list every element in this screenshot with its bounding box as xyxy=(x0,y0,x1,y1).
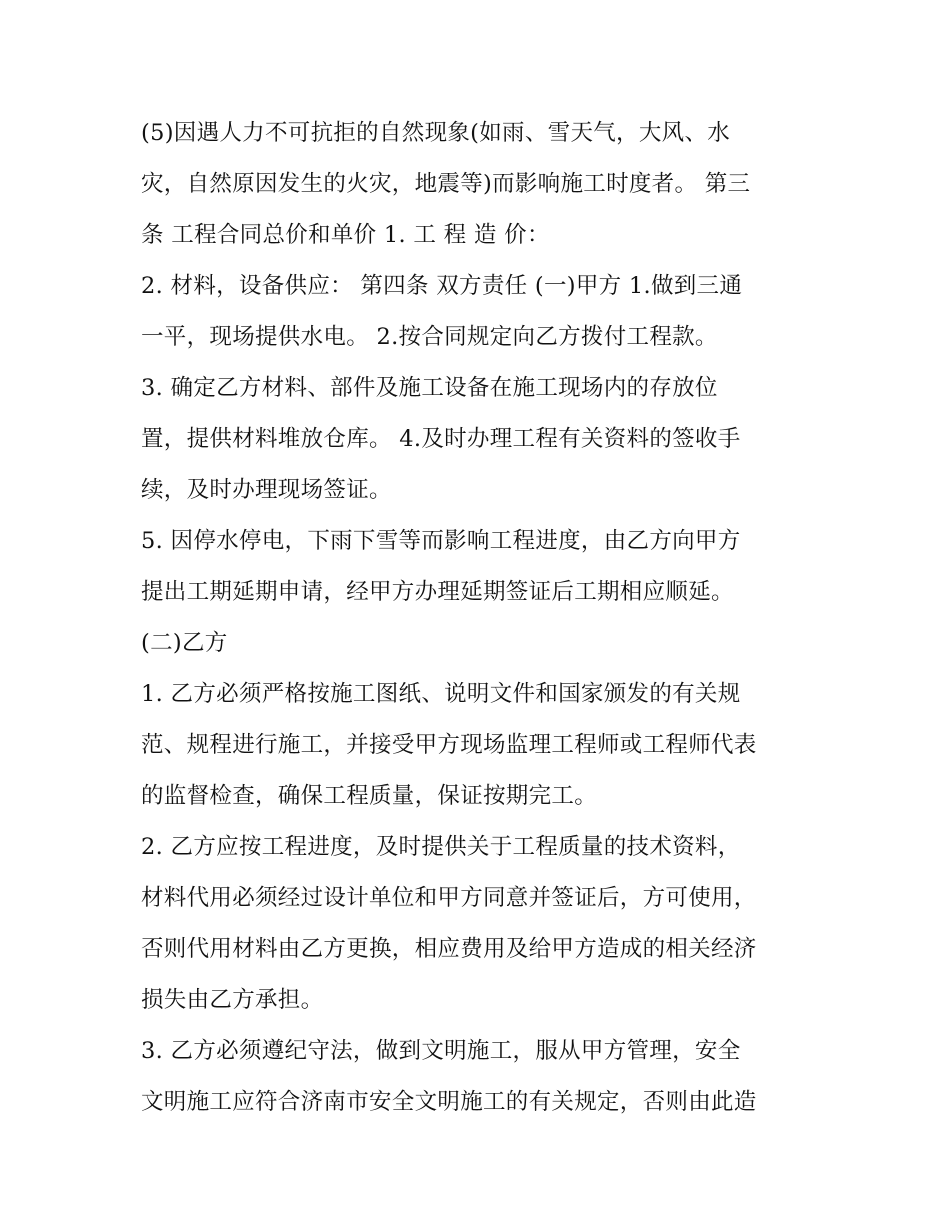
section-heading: (二)乙方 xyxy=(141,630,228,656)
text-line: 3. 乙方必须遵纪守法，做到文明施工，服从甲方管理，安全 xyxy=(141,1038,741,1064)
text-line: 否则代用材料由乙方更换，相应费用及给甲方造成的相关经济 xyxy=(141,936,757,962)
text-line: 损失由乙方承担。 xyxy=(141,987,324,1013)
text-line: 2. 乙方应按工程进度，及时提供关于工程质量的技术资料， xyxy=(141,834,741,860)
text-line: (5)因遇人力不可抗拒的自然现象(如雨、雪天气，大风、水 xyxy=(141,120,731,146)
text-line: 材料代用必须经过设计单位和甲方同意并签证后，方可使用， xyxy=(141,885,757,911)
text-line: 一平，现场提供水电。 2.按合同规定向乙方拨付工程款。 xyxy=(141,324,718,350)
text-line: 2. 材料，设备供应： 第四条 双方责任 (一)甲方 1.做到三通 xyxy=(141,273,743,299)
text-line: 置，提供材料堆放仓库。 4.及时办理工程有关资料的签收手 xyxy=(141,426,741,452)
text-line: 的监督检查，确保工程质量，保证按期完工。 xyxy=(141,783,598,809)
text-line: 提出工期延期申请，经甲方办理延期签证后工期相应顺延。 xyxy=(141,579,734,605)
text-line: 3. 确定乙方材料、部件及施工设备在施工现场内的存放位 xyxy=(141,375,718,401)
text-line: 续，及时办理现场签证。 xyxy=(141,477,392,503)
text-line: 灾，自然原因发生的火灾，地震等)而影响施工时度者。 第三 xyxy=(141,171,751,197)
text-line: 5. 因停水停电，下雨下雪等而影响工程进度，由乙方向甲方 xyxy=(141,528,741,554)
text-line: 文明施工应符合济南市安全文明施工的有关规定，否则由此造 xyxy=(141,1089,757,1115)
text-line: 范、规程进行施工，并接受甲方现场监理工程师或工程师代表 xyxy=(141,732,757,758)
text-line: 1. 乙方必须严格按施工图纸、说明文件和国家颁发的有关规 xyxy=(141,681,741,707)
text-line: 条 工程合同总价和单价 1. 工 程 造 价： xyxy=(141,222,550,248)
contract-body-text xyxy=(141,108,821,1128)
